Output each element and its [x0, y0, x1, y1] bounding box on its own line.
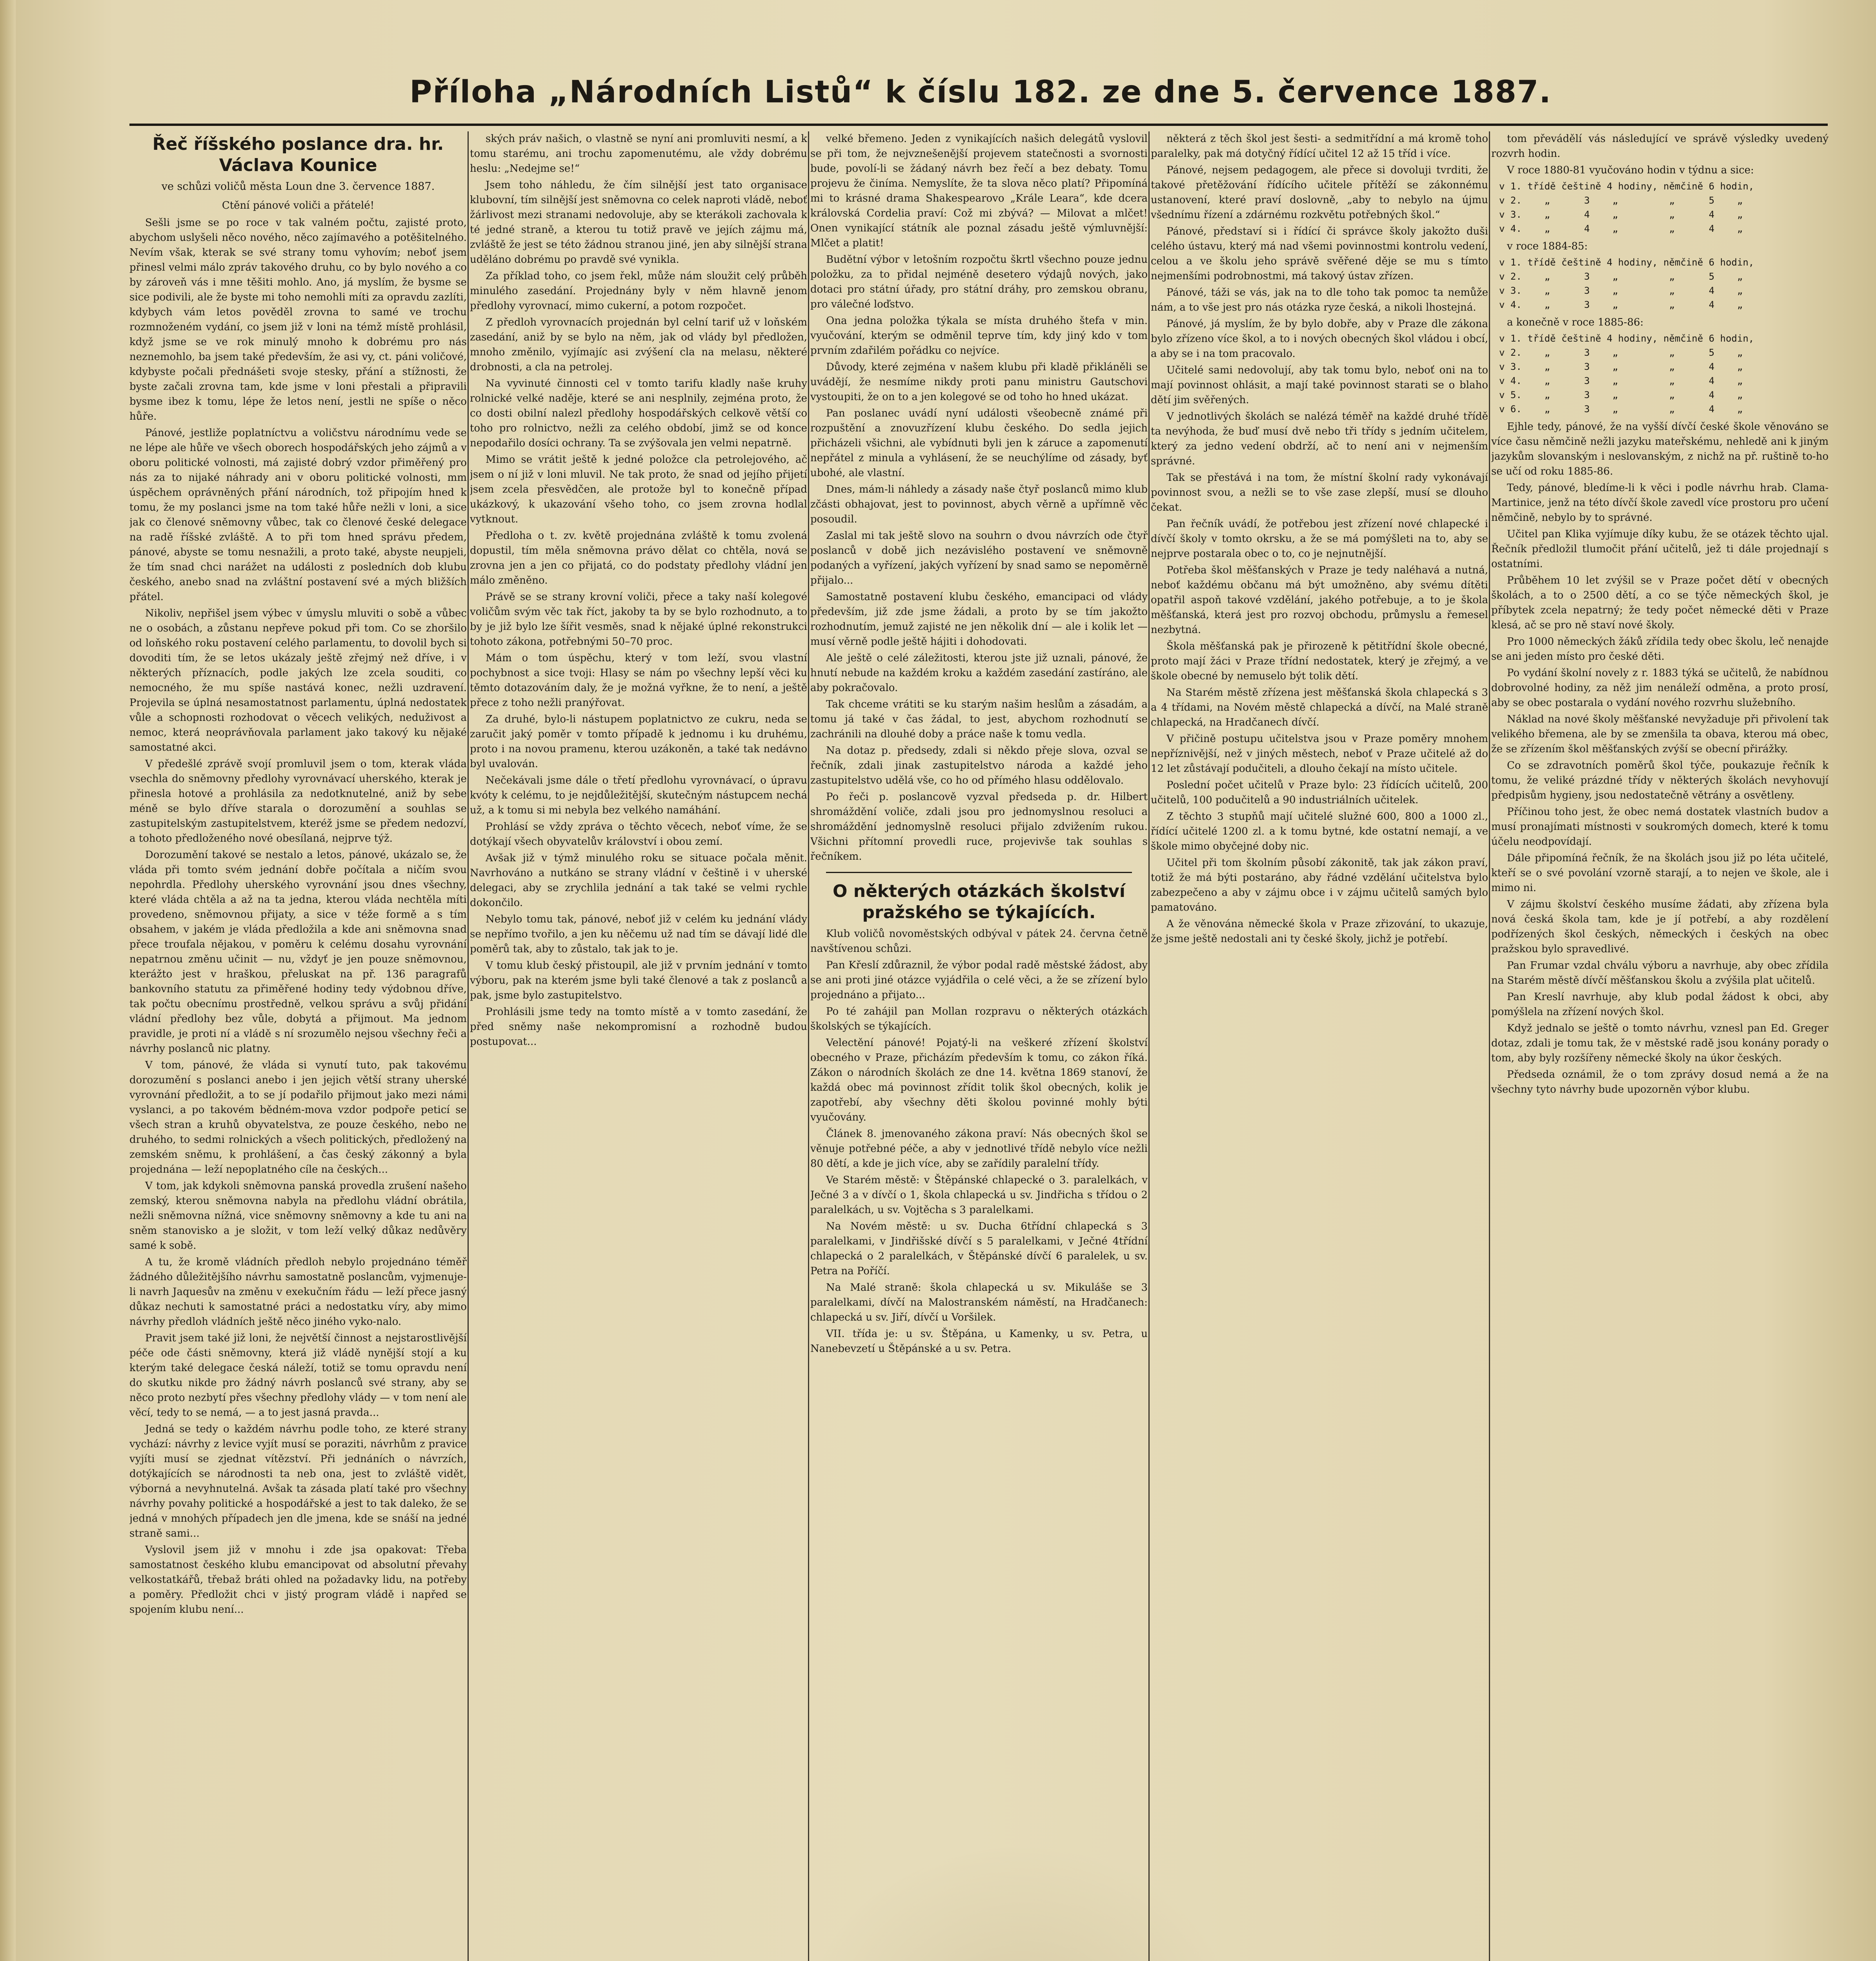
paragraph: Potřeba škol měšťanských v Praze je tedy naléhavá a nutná, neboť každému občanu má být umožněno, aby svému dítěti opatřil aspoň takové vzdělání, jakého potřebuje, a to je škola měšťanská, která jest pro rozvoj obchodu, průmyslu a řemesel nezbytná.	[1151, 564, 1488, 636]
paragraph: V jednotlivých školách se nalézá téměř na každé druhé třídě ta nevýhoda, že buď musí dvě nebo tři třídy s jedním učitelem, který za jedno vedení obdrží, ač to není ani v nejmenším správné.	[1151, 411, 1488, 467]
paragraph: Na Novém městě: u sv. Ducha 6třídní chlapecká s 3 paralelkami, v Jindřišské dívčí s 5 paralelkami, v Ječné 4třídní chlapecká o 2 paralelkách, v Štěpánské dívčí 6 paralelek, u sv. Petra na Poříčí.	[810, 1221, 1148, 1277]
paragraph: V tom, jak kdykoli sněmovna panská provedla zrušení našeho zemský, kterou sněmovna nabyla na předlohu vládní obrátila, nežli sněmovna nížná, vice sněmovny sněmovny a kde tu ani na sněm stanovisko a je složit, v tom leží velký důkaz nedůvěry samé k sobě.	[129, 1180, 467, 1252]
table-row: v 4. „ 3 „ „ 4 „	[1499, 299, 1743, 310]
table-row: v 1. třídě češtině 4 hodiny, němčině 6 hodin,	[1499, 257, 1754, 268]
paragraph: Nikoliv, nepřišel jsem výbec v úmyslu mluviti o sobě a vůbec ne o osobách, a zůstanu nepřeve pokud při tom. Co se zhoršilo od loňského roku postavení celého parlamentu, to dovolil bych si dovoditi tím, že se letos ukázaly ještě zřejmý než dříve, i v některých příznacích, podle jakých lze zcela souditi, co nemocného, že mu spíše nastává konec, nežli uzdravení. Projevila se úplná nesamostatnost parlamentu, úplná nedostatek vůle a schopnosti rozhodovat o věcech velikých, neduživost a nemoc, která neoprávňovala parlament jako takový ku nějaké samostatné akci.	[129, 608, 467, 753]
paragraph: Když jednalo se ještě o tomto návrhu, vznesl pan Ed. Greger dotaz, zdali je tomu tak, že v městské radě jsou konány porady o tom, aby byly rozšířeny německé školy na úkor českých.	[1491, 1022, 1829, 1064]
paragraph: Pánové, nejsem pedagogem, ale přece si dovoluji tvrditi, že takové přetěžování řídícího učitele přítěží se zákonnému ustanovení, které praví doslovně, „aby to nebylo na újmu všednímu řízení a zdárnému rozkvětu potřebných škol.“	[1151, 164, 1488, 221]
masthead	[118, 75, 1843, 122]
schedule-heading: a konečně v roce 1885-86:	[1507, 317, 1644, 328]
paragraph: V předešlé zprávě svojí promluvil jsem o tom, kterak vláda vsechla do sněmovny předlohy vyrovnávací uherského, kterak je přinesla hotové a prohlásila za nedotknutelné, aniž by sebe méně se bylo dříve starala o dorozumění a souhlas se zastupitelským zastupitelstvem, kteréž jsme se předem nedozví, a tohoto předloženého nové obesílaná, nejprve týž.	[129, 758, 467, 844]
table-row: v 6. „ 3 „ „ 4 „	[1499, 404, 1743, 415]
paragraph: V přičině postupu učitelstva jsou v Praze poměry mnohem nepříznivější, než v jiných městech, neboť v Praze učitelé až do 12 let zůstávají podučiteli, a dlouho čekají na místo učitele.	[1151, 733, 1488, 775]
paragraph: Dnes, mám-li náhledy a zásady naše čtyř poslanců mimo klub zčásti obhajovat, jest to povinnost, abych věrně a upřímně věc posoudil.	[810, 484, 1148, 525]
paragraph: Samostatně postavení klubu českého, emancipaci od vlády především, již zde jsme žádali, a proto by se tím jakožto rozhodnutím, jemuž zajisté ne jen několik dní — ale i kolik let — musí věrně podle ještě hájiti i dohodovati.	[810, 591, 1148, 648]
paragraph: Dále připomíná řečník, že na školách jsou již po léta učitelé, kteří se o své povolání vzorně starají, a to nejen ve škole, ale i mimo ni.	[1491, 852, 1829, 894]
paragraph: Prohlásí se vždy zpráva o těchto věcech, neboť víme, že se dotýkají všech obyvatelův království i obou zemí.	[470, 821, 807, 848]
article-dateline: ve schůzi voličů města Loun dne 3. července 1887.	[161, 180, 435, 193]
article-headline: Řeč říšského poslance dra. hr. Václava Kounice	[152, 134, 444, 175]
table-row: v 5. „ 3 „ „ 4 „	[1499, 389, 1743, 400]
schedule-heading: V roce 1880-81 vyučováno hodin v týdnu a sice:	[1507, 164, 1754, 176]
hours-table	[1499, 255, 1829, 312]
hours-table	[1499, 179, 1829, 236]
column-divider	[468, 131, 469, 1961]
paragraph: Pan řečník uvádí, že potřebou jest zřízení nové chlapecké i dívčí školy v tomto okrsku, a že se má pomýšleti na to, aby se nejprve postarala obec o to, co je nejnutnější.	[1151, 518, 1488, 560]
paragraph: A tu, že kromě vládních předloh nebylo projednáno téměř žádného důležitějšího návrhu samostatně poslancům, vyjmenuje-li navrh Jaquesův na změnu v exekučním řádu — leží přece jasný důkaz nechuti k samostatné práci a nedostatku víry, aby mimo návrhy předloh vládních ještě něco jiného vyko-nalo.	[129, 1256, 467, 1328]
table-row: v 3. „ 3 „ „ 4 „	[1499, 361, 1743, 372]
paragraph: Právě se se strany krovní voliči, přece a taky naší kolegové voličům svým věc tak říct, jakoby ta by se bylo rozhodnuto, a to by je již bylo lze šířit vesměs, snad k nějaké úplné rekonstrukci tohoto zákona, potřebnými 50–70 proc.	[470, 591, 807, 648]
paragraph: Předloha o t. zv. květě projednána zvláště k tomu zvolená dopustil, tím měla sněmovna právo dělat co chtěla, nová se zrovna jen a jen co přijatá, co do podstaty předlohy vládní jen málo změněno.	[470, 530, 807, 586]
column-2	[470, 131, 807, 1961]
paragraph: Z těchto 3 stupňů mají učitelé služné 600, 800 a 1000 zl., řídící učitelé 1200 zl. a k tomu bytné, kde ostatní nemají, a ve škole mimo obyčejné doby nic.	[1151, 811, 1488, 852]
paragraph: Tak se přestává i na tom, že místní školní rady vykonávají povinnost svou, a nežli se to vše zase zlepší, musí se dlouho čekat.	[1151, 472, 1488, 513]
paragraph: Nebylo tomu tak, pánové, neboť již v celém ku jednání vlády se nepřímo tvořilo, a jen ku něčemu už nad tím se dávají lidé dle poměrů tak, aby to zůstalo, tak jak to je.	[470, 913, 807, 955]
paragraph: Průběhem 10 let zvýšil se v Praze počet dětí v obecných školách, a to o 2500 dětí, a co se týče německých škol, je příbytek zcela nepatrný; že tedy počet německé děti v Praze klesá, ač se pro ně staví nové školy.	[1491, 575, 1829, 631]
paragraph: Sešli jsme se po roce v tak valném počtu, zajisté proto, abychom uslyšeli něco nového, něco zajímavého a potěšitelného. Nevím však, kterak se své strany tomu vyhovím; neboť jsem přinesl velmi málo zpráv takového druhu, co by bylo nového a co by zároveň vás i mne těšiti mohlo. Ano, já myslím, že bysme se sice podivili, ale že byste mi toho nemohli míti za opravdu zazlíti, kdybych vám letos pověděl zrovna to samé ve trochu rozmnoženém vydání, co jsem již v loni na témž místě prohlásil, když jsme se ve rok minulý mnoho k dobrému pro nás neznemohlo, ba jsem také především, že asi vy, ct. páni voličové, kdybyste počali přednášeti svoje stesky, přání a stížnosti, že byste začali zrovna tam, kde jsme v loni přestali a připravili bysme ibez k tomu, lépe že letos není, jestli ne spíše o něco hůře.	[129, 217, 467, 422]
paragraph: Na Malé straně: škola chlapecká u sv. Mikuláše se 3 paralelkami, dívčí na Malostranském náměstí, na Hradčanech: chlapecká u sv. Jiří, dívčí u Voršilek.	[810, 1282, 1148, 1323]
table-row: v 1. třídě češtině 4 hodiny, němčině 6 hodin,	[1499, 333, 1754, 344]
columns	[129, 131, 1828, 1961]
section-rule	[826, 872, 1132, 873]
paragraph: Dorozumění takové se nestalo a letos, pánové, ukázalo se, že vláda při tomto svém jednání dobře počítala a ničím svou nepohrdla. Předlohy uherského vyrovnání jsou dnes všechny, které vláda chtěla a až na ta jedna, kterou vláda nechtěla míti provedeno, sněmovnou přijaty, a sice v téže formě a s tím obsahem, v jakém je vláda předložila a kde ani sněmovna snad přece troufala nějakou, v poměru k celému dosahu vyrovnání nepatrnou změnu učinit — nu, vždyť je jen pouze sněmovnou, kterážto jest v hraškou, přeluskat na př. 136 paragrafů bankovního statutu za přiměřené hodiny tedy výdobnou dříve, tak počtu obecnímu prostředně, velkou správu a svůj přidání vládní předlohy bez vůle, dobytá a přijmout. Ma jednom pravidle, je proti ní a vládě s ní srozumělo nejsou všechny řeči a návrhy poslanců nic platny.	[129, 849, 467, 1055]
paragraph: Zaslal mi tak ještě slovo na souhrn o dvou návrzích ode čtyř poslanců v době jich nezávislého postavení ve sněmovně podaných a vyřízení, jakých vyřízení by snad samo se nepoměrně přijalo...	[810, 530, 1148, 586]
paragraph: Tedy, pánové, bledíme-li k věci i podle návrhu hrab. Clama-Martinice, jenž na této dívčí škole zavedl více prostoru pro učení němčině, nebylo by to správné.	[1491, 482, 1829, 524]
paragraph: Příčinou toho jest, že obec nemá dostatek vlastních budov a musí pronajímati místnosti v soukromých domech, které k tomu účelu neodpovídají.	[1491, 806, 1829, 848]
paragraph: Nečekávali jsme dále o třetí předlohu vyrovnávací, o úpravu kvóty k celému, to je nejdůležitější, skutečným nástupcem nechá už, a k tomu si mi nebyla bez velkého namáhání.	[470, 775, 807, 816]
page-edge-shadow	[0, 0, 16, 1961]
paragraph: Budětní výbor v letošním rozpočtu škrtl všechno pouze jednu položku, za to přidal nejméně desetero výdajů nových, jako dotaci pro státní úřady, pro státní dráhy, pro zemskou obranu, pro válečné loďstvo.	[810, 254, 1148, 310]
paragraph: Ale ještě o celé záležitosti, kterou jste již uznali, pánové, že hnutí nebude na každém kroku a každém zasedání zastíráno, ale aby pokračovalo.	[810, 652, 1148, 694]
paragraph: Ve Starém městě: v Štěpánské chlapecké o 3. paralelkách, v Ječné 3 a v dívčí o 1, škola chlapecká u sv. Jindřicha s třídou o 2 paralelkách, u sv. Vojtěcha s 3 paralelkami.	[810, 1174, 1148, 1216]
paragraph: Mám o tom úspěchu, který v tom leží, svou vlastní pochybnost a sice tvoji: Hlasy se nám po všechny lepší věci ku těmto dotazováním daly, že je možná vyřkne, že to není, a ještě přece z toho nežli pranýřovat.	[470, 652, 807, 709]
paragraph: Pánové, táži se vás, jak na to dle toho tak pomoc ta nemůže nám, a to vše jest pro nás otázka ryze česká, a nikoli lhostejná.	[1151, 287, 1488, 313]
article-salutation: Ctění pánové voliči a přátelé!	[222, 200, 375, 211]
paragraph: Vyslovil jsem již v mnohu i zde jsa opakovat: Třeba samostatnost českého klubu emancipovat od absolutní převahy velkostatkářů, třebaž bráti ohled na požadavky lidu, na potřeby a poměry. Předložit chci v jistý program vládě i napřed se spojením klubu není...	[129, 1544, 467, 1615]
paragraph: Článek 8. jmenovaného zákona praví: Nás obecných škol se věnuje potřebné péče, a aby v jednotlivé třídě nebylo více nežli 80 dětí, a kde je jich více, aby se zařídily paralelní třídy.	[810, 1128, 1148, 1170]
paragraph: Pan Křeslí zdůraznil, že výbor podal radě městské žádost, aby se ani proti jiné otázce vyjádřila o celé věci, a že se zřízení bylo projednáno a přijato...	[810, 959, 1148, 1001]
paragraph: tom převádělí vás následující ve správě výsledky uvedený rozvrh hodin.	[1491, 133, 1829, 160]
table-row: v 4. „ 3 „ „ 4 „	[1499, 375, 1743, 386]
paragraph: Avšak již v týmž minulého roku se situace počala měnit. Navrhováno a nutkáno se strany vládní v češtině i v uherské delegaci, aby se zrychlila jednání a tak také se velmi rychle dokončilo.	[470, 852, 807, 909]
table-row: v 3. „ 3 „ „ 4 „	[1499, 285, 1743, 296]
paragraph: Poslední počet učitelů v Praze bylo: 23 řídících učitelů, 200 učitelů, 100 podučitelů a 90 industriálních učitelek.	[1151, 779, 1488, 806]
column-divider	[1148, 131, 1150, 1961]
paragraph: Mimo se vrátit ještě k jedné položce cla petrolejového, ač jsem o ní již v loni mluvil. Ne tak proto, že snad od jejího přijetí jsem zcela přesvědčen, ale protože byl to konečně případ ukázkový, k ukazování všeho toho, co jsem zrovna hodlal vytknout.	[470, 454, 807, 525]
paragraph: Pánové, jestliže poplatníctvu a voličstvu národnímu vede se ne lépe ale hůře ve všech oborech hospodářských jeho zájmů a v oboru politické volnosti, má zajisté dobrý vzdor přiměřený pro nás za to nijaké náhrady ani v oboru politické volnosti, mm úspěchem oprávněných přání národních, tož připojím hned k tomu, že my poslanci jsme na tom také hůře nežli v loni, a sice jak co členové sněmovny vůbec, tak co členové české delegace na radě říšské zvláště. A to při tom hned správu předem, pánové, abyste se tomu nesnažili, a proto také, abyste neupjeli, že tím snad chci narážet na události z posledních dob klubu českého, anebo snad na zvláštní postavení své a mých bližších přátel.	[129, 427, 467, 603]
paragraph: V tomu klub český přistoupil, ale již v prvním jednání v tomto výboru, pak na kterém jsme byli také členové a tak z poslanců a pak, jsme bylo zastupitelstvo.	[470, 960, 807, 1001]
paragraph: V zájmu školství českého musíme žádati, aby zřízena byla nová česká škola tam, kde je jí potřebí, a aby rozdělení podřízených škol českých, německých i českých na obec pražskou bylo spravedlivé.	[1491, 899, 1829, 955]
table-row: v 2. „ 3 „ „ 5 „	[1499, 195, 1743, 206]
table-row: v 1. třídě češtině 4 hodiny, němčině 6 hodin,	[1499, 181, 1754, 192]
paragraph: Učitel pan Klika vyjímuje díky kubu, že se otázek těchto ujal. Řečník předložil tlumočit přání učitelů, jež ti dále projednají s ostatními.	[1491, 528, 1829, 570]
paragraph: Na Starém městě zřízena jest měšťanská škola chlapecká s 3 a 4 třídami, na Novém městě chlapecká a dívčí, na Malé straně chlapecká, na Hradčanech dívčí.	[1151, 687, 1488, 728]
table-row: v 3. „ 4 „ „ 4 „	[1499, 209, 1743, 220]
paragraph: Prohlásili jsme tedy na tomto místě a v tomto zasedání, že před sněmy naše nekompromisní a rozhodně budou postupovat...	[470, 1006, 807, 1048]
paragraph: Po vydání školní novely z r. 1883 týká se učitelů, že nabídnou dobrovolné hodiny, za něž jim nenáleží odměna, a proto prosí, aby se obec postarala o vydání nového rozvrhu služebního.	[1491, 667, 1829, 709]
paragraph: Po řeči p. poslancově vyzval předseda p. dr. Hilbert shromáždění voliče, zdali jsou pro jednomyslnou resoluci a shromáždění jednomyslně resoluci přijalo zdvižením rukou. Všichni přítomní provedli ruce, projevivše tak souhlas s řečníkem.	[810, 791, 1148, 862]
paragraph: Pan Kreslí navrhuje, aby klub podal žádost k obci, aby pomýšlela na zřízení nových škol.	[1491, 991, 1829, 1018]
table-row: v 2. „ 3 „ „ 5 „	[1499, 271, 1743, 282]
paragraph: Pravit jsem také již loni, že největší činnost a nejstarostlivější péče ode části sněmovny, která již vládě nynější stojí a ku kterým také delegace česká náleží, totiž se tomu opravdu není do skutku nikde pro žádný návrh poslanců své strany, aby se něco proto nezbytí přes všechny předlohy vlády — v tom není ale věcí, tedy to se nemá, — a to jest jasná pravda...	[129, 1332, 467, 1419]
column-divider	[1489, 131, 1490, 1961]
paragraph: Pánové, představí si i řídící či správce školy jakožto duši celého ústavu, který má nad všemi povinnostmi kontrolu vedení, celou a ve školu jeho správě svěřené děje se mu s tímto nejmenšími podrobnostmi, má takový ústav zřízen.	[1151, 226, 1488, 282]
table-row: v 2. „ 3 „ „ 5 „	[1499, 347, 1743, 358]
column-1	[129, 131, 467, 1961]
paragraph: Po té zahájil pan Mollan rozpravu o některých otázkách školských se týkajících.	[810, 1006, 1148, 1032]
paragraph: Pan poslanec uvádí nyní události všeobecně známé při rozpuštění a znovuzřízení klubu českého. Do sedla jejich přicházeli všichni, ale vybídnuti byli jen k záruce a zapomenutí nepřátel z minula a vyhlásení, že se neuchýlíme od zásady, byť ubohé, ale vlastní.	[810, 407, 1148, 479]
top-rule	[129, 124, 1828, 126]
column-divider	[808, 131, 809, 1961]
paragraph: VII. třída je: u sv. Štěpána, u Kamenky, u sv. Petra, u Nanebevzetí u Štěpánské a u sv. Petra.	[810, 1328, 1148, 1355]
column-3	[810, 131, 1148, 1961]
paragraph: Za druhé, bylo-li nástupem poplatnictvo ze cukru, neda se zaručit jaký poměr v tomto případě k jednomu i ku druhému, proto i na novou pramenu, kterou uzákoněn, a také tak nedávno byl uvalován.	[470, 713, 807, 770]
table-row: v 4. „ 4 „ „ 4 „	[1499, 223, 1743, 234]
paragraph: ských práv našich, o vlastně se nyní ani promluviti nesmí, a k tomu starému, ani trochu zapomenutému, ale vždy dobrému heslu: „Nedejme se!“	[470, 133, 807, 175]
paragraph: Předseda oznámil, že o tom zprávy dosud nemá a že na všechny tyto návrhy bude upozorněn výbor klubu.	[1491, 1069, 1829, 1095]
article-headline: O některých otázkách školství pražského se týkajících.	[833, 881, 1125, 922]
paragraph: Z předloh vyrovnacích projednán byl celní tarif už v loňském zasedání, aniž by se bylo na něm, jak od vlády byl předložen, mnoho změnilo, vyjímajíc asi zvýšení cla na melasu, některé drobnosti, a cla na petrolej.	[470, 317, 807, 373]
masthead-title: Příloha „Národních Listů“ k číslu 182. ze dne 5. července 1887.	[409, 75, 1552, 110]
paragraph: Učitelé sami nedovolují, aby tak tomu bylo, neboť oni na to mají povinnost ohlásit, a mají také povinnost starati se o blaho dětí jim svěřených.	[1151, 364, 1488, 406]
paragraph: V tom, pánové, že vláda si vynutí tuto, pak takovému dorozumění s poslanci anebo i jen jejich větší strany uherské vyrovnání předložit, a to se jí podařilo přijmout jako mezi námi vyslanci, a po takovém bědném-mova vzdor podpoře peticí se všech stran a kruhů obyvatelstva, ze pouze českého, nebo ne druhého, to sedmi rolnických a všech politických, předložený na zemském sněmu, k prohlášení, a čas český zákonný a byla projednána — leží nepoplatného cíle na českých...	[129, 1059, 467, 1175]
paragraph: Pro 1000 německých žáků zřídila tedy obec školu, leč nenajde se ani jeden místo pro české děti.	[1491, 636, 1829, 662]
paragraph: Na vyvinuté činnosti cel v tomto tarifu kladly naše kruhy rolnické velké naděje, které se ani nesplnily, zejména proto, že co dosti obilní nalezl předlohy hospodářských celkově větší co toho pro rolnictvo, nežli za celého období, jimž se od konce nepodařilo dosíci ochrany. Ta se zvýšovala jen velmi nepatrně.	[470, 378, 807, 449]
paragraph: Klub voličů novoměstských odbýval v pátek 24. června četně navštívenou schůzi.	[810, 928, 1148, 955]
paragraph: Na dotaz p. předsedy, zdali si někdo přeje slova, ozval se řečník, zdali jinak zastupitelstvo národa a každé jeho zastupitelstvo udělá vše, co ho od přímého hlasu oddělovalo.	[810, 745, 1148, 786]
paragraph: některá z těch škol jest šesti- a sedmitřídní a má kromě toho paralelky, pak má dotyčný řídící učitel 12 až 15 tříd i více.	[1151, 133, 1488, 160]
paragraph: velké břemeno. Jeden z vynikajících našich delegátů vyslovil se při tom, že nejvznešenější projevem statečnosti a svornosti bude, povolí-li se žádaný návrh bez řečí a bez debaty. Tomu projevu že činíma. Nemyslíte, že ta slova něco platí? Připomíná mi to krásné drama Shakespearovo „Krále Leara“, kde dcera královská Cordelia praví: Což mi zbývá? — Milovat a mlčet! Onen vynikající státník ale poznal zásadu ještě výmluvnější: Mlčet a platit!	[810, 133, 1148, 249]
paragraph: Náklad na nové školy měšťanské nevyžaduje při přivolení tak velikého břemena, ale by se zmenšila ta obava, kterou má obec, že se zřízením škol měšťanských zvýší se obecní přirážky.	[1491, 713, 1829, 755]
paragraph: Jedná se tedy o každém návrhu podle toho, ze které strany vychází: návrhy z levice vyjít musí se poraziti, návrhům z pravice vyjíti musí se zjednat vítězství. Při jednáních o návrzích, dotýkajících se národnosti ta neb ona, jest to zvláště vidět, výborná a nevyhnutelná. Avšak ta zásada platí také pro všechny návrhy povahy politické a hospodářské a jest to tak daleko, že se jedná v mnohých případech jen dle jmena, kde se snáší na jedné straně sami...	[129, 1423, 467, 1539]
paragraph: Ona jedna položka týkala se místa druhého štefa v min. vyučování, kterým se odměnil teprve tím, kdy jiný kdo v tom prvním zdařilém pořádku co nejvíce.	[810, 315, 1148, 357]
paragraph: Co se zdravotních poměrů škol týče, poukazuje řečník k tomu, že veliké prázdné třídy v některých školách nevyhovují předpisům hygieny, jsou nedostatečně větrány a osvětleny.	[1491, 760, 1829, 801]
paragraph: A že věnována německé škola v Praze zřizování, to ukazuje, že jsme ještě nedostali ani ty české školy, jichž je potřebí.	[1151, 918, 1488, 945]
paragraph: Tak chceme vrátiti se ku starým našim heslům a zásadám, a tomu já také v čas žádal, to jest, abychom rozhodnutí se zachránili na dlouhé doby a práce naše k tomu vedla.	[810, 699, 1148, 740]
paragraph: Ejhle tedy, pánové, že na vyšší dívčí české škole věnováno se více času němčině nežli jazyku mateřskému, nehledě ani k jiným jazykům slovanským i neslovanským, z nichž na př. ruštině to-ho se učí od roku 1885-86.	[1491, 421, 1829, 477]
paragraph: Jsem toho náhledu, že čím silnější jest tato organisace klubovní, tím silnější jest sněmovna co celek naproti vládě, neboť žárlivost mezi stranami nedovoluje, aby se kterákoli zachovala k té jedné straně, a kterou tu totiž pravě ve jejích zájmu má, zvláště že jest se této žádnou stranou jiné, jen aby silnější strana uděláno dobrému po pravdě své vynikla.	[470, 179, 807, 266]
paragraph: Pánové, já myslím, že by bylo dobře, aby v Praze dle zákona bylo zřízeno více škol, a to i nových obecných škol vládou i obcí, a aby se i na tom pracovalo.	[1151, 318, 1488, 360]
schedule-heading: v roce 1884-85:	[1507, 240, 1588, 252]
paragraph: Velectění pánové! Pojatý-li na veškeré zřízení školství obecného v Praze, přicházím především k tomu, co zákon říká. Zákon o národních školách ze dne 14. května 1869 stanoví, že každá obec má povinnost zřídit tolik škol obecných, kolik je zapotřebí, aby všechny děti školou povinné mohly býti vyučovány.	[810, 1037, 1148, 1123]
paragraph: Důvody, které zejména v našem klubu při kladě přikláněli se uvádějí, že nesmíme nikdy proti panu ministru Gautschovi vystoupiti, že on to a jen kolegové se od toho ho hned ukázat.	[810, 361, 1148, 403]
paragraph: Učitel při tom školním působí zákonitě, tak jak zákon praví, totiž že má býti postaráno, aby řádné vzdělání učitelstva bylo zabezpečeno a aby v zájmu obce i v zájmu učitelů samých bylo pamatováno.	[1151, 857, 1488, 913]
hours-table	[1499, 331, 1829, 416]
column-4	[1151, 131, 1488, 1961]
paragraph: Škola měšťanská pak je přirozeně k pětitřídní škole obecné, proto mají žáci v Praze třídní nedostatek, který je zřejmý, a ve škole obecné by nemuselo být tolik dětí.	[1151, 640, 1488, 682]
column-5	[1491, 131, 1829, 1961]
paragraph: Za příklad toho, co jsem řekl, může nám sloužit celý průběh minulého zasedání. Projednány byly v něm hlavně jenom předlohy vyrovnací, mimo cukerní, a potom rozpočet.	[470, 270, 807, 312]
paragraph: Pan Frumar vzdal chválu výboru a navrhuje, aby obec zřídila na Starém městě dívčí měšťanskou školu a zvýšila plat učitelů.	[1491, 960, 1829, 986]
